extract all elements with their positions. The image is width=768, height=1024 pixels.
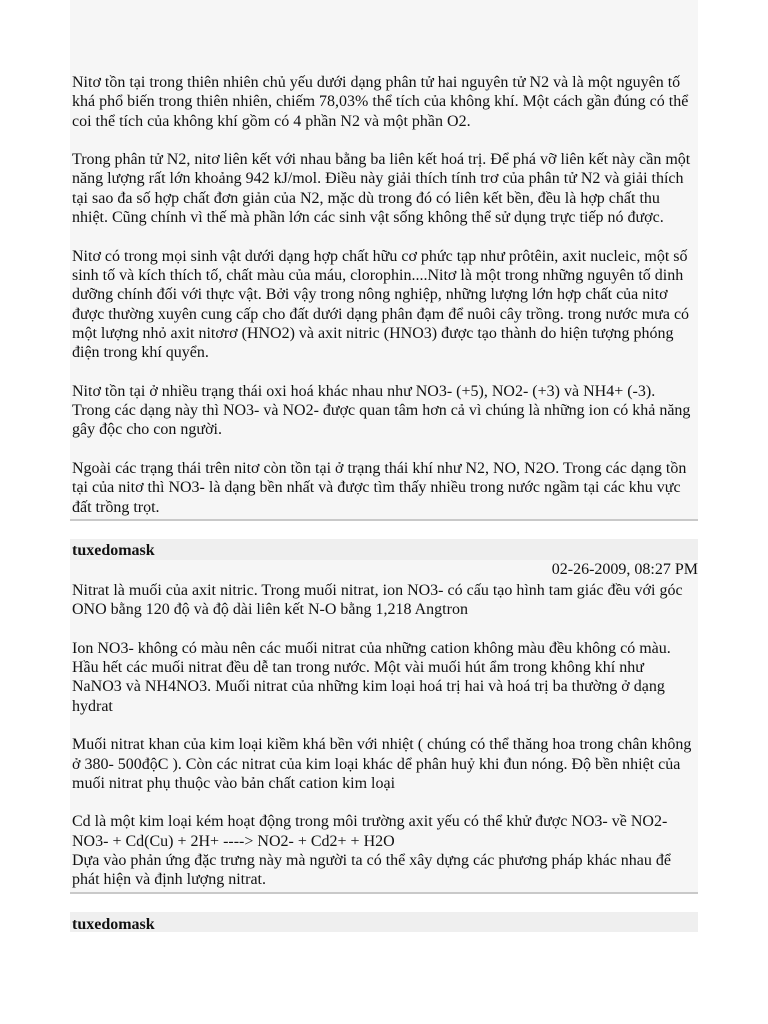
post-paragraph: Nitơ tồn tại ở nhiều trạng thái oxi hoá khác nhau như NO3- (+5), NO2- (+3) và NH4+ (-3). Trong các dạng này thì NO3- và NO2- được quan tâm hơn cả vì chúng là những ion có khả năng gây độc cho con người.	[72, 382, 691, 439]
paragraph-gap	[72, 362, 696, 381]
post-3-author[interactable]	[70, 912, 698, 932]
paragraph-gap	[72, 793, 696, 812]
post-paragraph: Cd là một kim loại kém hoạt động trong môi trường axit yếu có thể khử được NO3- về NO2-	[72, 813, 668, 831]
post-1-body	[70, 0, 698, 519]
post-paragraph: Muối nitrat khan của kim loại kiềm khá bền với nhiệt ( chúng có thể thăng hoa trong chân không ở 380- 500độC ). Còn các nitrat của kim loại khác dể phân huỷ khi đun nóng. Độ bền nhiệt của muối nitrat phụ thuộc vào bản chất cation kim loại	[72, 736, 692, 792]
paragraph-gap	[72, 716, 696, 735]
post-paragraph: Trong phân tử N2, nitơ liên kết với nhau bằng ba liên kết hoá trị. Để phá vỡ liên kết này cần một năng lượng rất lớn khoảng 942 kJ/mol. Điều này giải thích tính trơ của phân tử N2 và giải thích tại sao đa số hợp chất đơn giản của N2, mặc dù trong đó có liên kết bền, đều là hợp chất thu nhiệt. Cũng chính vì thế mà phần lớn các sinh vật sống không thể sử dụng trực tiếp nó được.	[72, 151, 691, 227]
post-2-author[interactable]	[70, 539, 698, 560]
paragraph-gap	[72, 619, 696, 638]
post-2-date	[70, 560, 698, 579]
post-paragraph: Dựa vào phản ứng đặc trưng này mà người ta có thể xây dựng các phương pháp khác nhau để phát hiện và định lượng nitrat.	[72, 851, 671, 889]
author-name[interactable]: tuxedomask	[72, 541, 155, 559]
post-paragraph: Nitơ có trong mọi sinh vật dưới dạng hợp chất hữu cơ phức tạp như prôtêin, axit nucleic, một số sinh tố và kích thích tố, chất màu của máu, clorophin....Nitơ là một trong những nguyên tố dinh dưỡng chính đối với thực vật. Bởi vậy trong nông nghiệp, những lượng lớn hợp chất của nitơ được thường xuyên cung cấp cho đất dưới dạng phân đạm để nuôi cây trồng. trong nước mưa có một lượng nhỏ axit nitơrơ (HNO2) và axit nitric (HNO3) được tạo thành do hiện tượng phóng điện trong khí quyển.	[72, 247, 690, 362]
post-paragraph: Ion NO3- không có màu nên các muối nitrat của những cation không màu đều không có màu. Hầu hết các muối nitrat đều dễ tan trong nước. Một vài muối hút ẩm trong không khí như NaNO3 và NH4NO3. Muối nitrat của những kim loại hoá trị hai và hoá trị ba thường ở dạng hydrat	[72, 639, 671, 715]
forum-thread	[70, 0, 698, 932]
post-datetime: 02-26-2009, 08:27 PM	[551, 560, 698, 578]
post-paragraph: Nitrat là muối của axit nitric. Trong muối nitrat, ion NO3- có cấu tạo hình tam giác đều với góc ONO bằng 120 độ và độ dài liên kết N-O bằng 1,218 Angtron	[72, 581, 683, 619]
reaction-equation: NO3- + Cd(Cu) + 2H+ ----> NO2- + Cd2+ + H2O	[72, 832, 395, 850]
post-paragraph: Nitơ tồn tại trong thiên nhiên chủ yếu dưới dạng phân tử hai nguyên tử N2 và là một nguyên tố khá phổ biến trong thiên nhiên, chiếm 78,03% thể tích của không khí. Một cách gần đúng có thể coi thể tích của không khí gồm có 4 phần N2 và một phần O2.	[72, 74, 689, 130]
paragraph-gap	[72, 131, 696, 150]
paragraph-gap	[72, 227, 696, 246]
paragraph-gap	[72, 440, 696, 459]
post-paragraph: Ngoài các trạng thái trên nitơ còn tồn tại ở trạng thái khí như N2, NO, N2O. Trong các dạng tồn tại của nitơ thì NO3- là dạng bền nhất và được tìm thấy nhiều trong nước ngầm tại các khu vực đất trồng trọt.	[72, 459, 687, 516]
post-2-body	[70, 579, 698, 892]
post-spacer	[70, 521, 698, 539]
post-spacer	[70, 894, 698, 912]
author-name[interactable]: tuxedomask	[72, 915, 155, 933]
